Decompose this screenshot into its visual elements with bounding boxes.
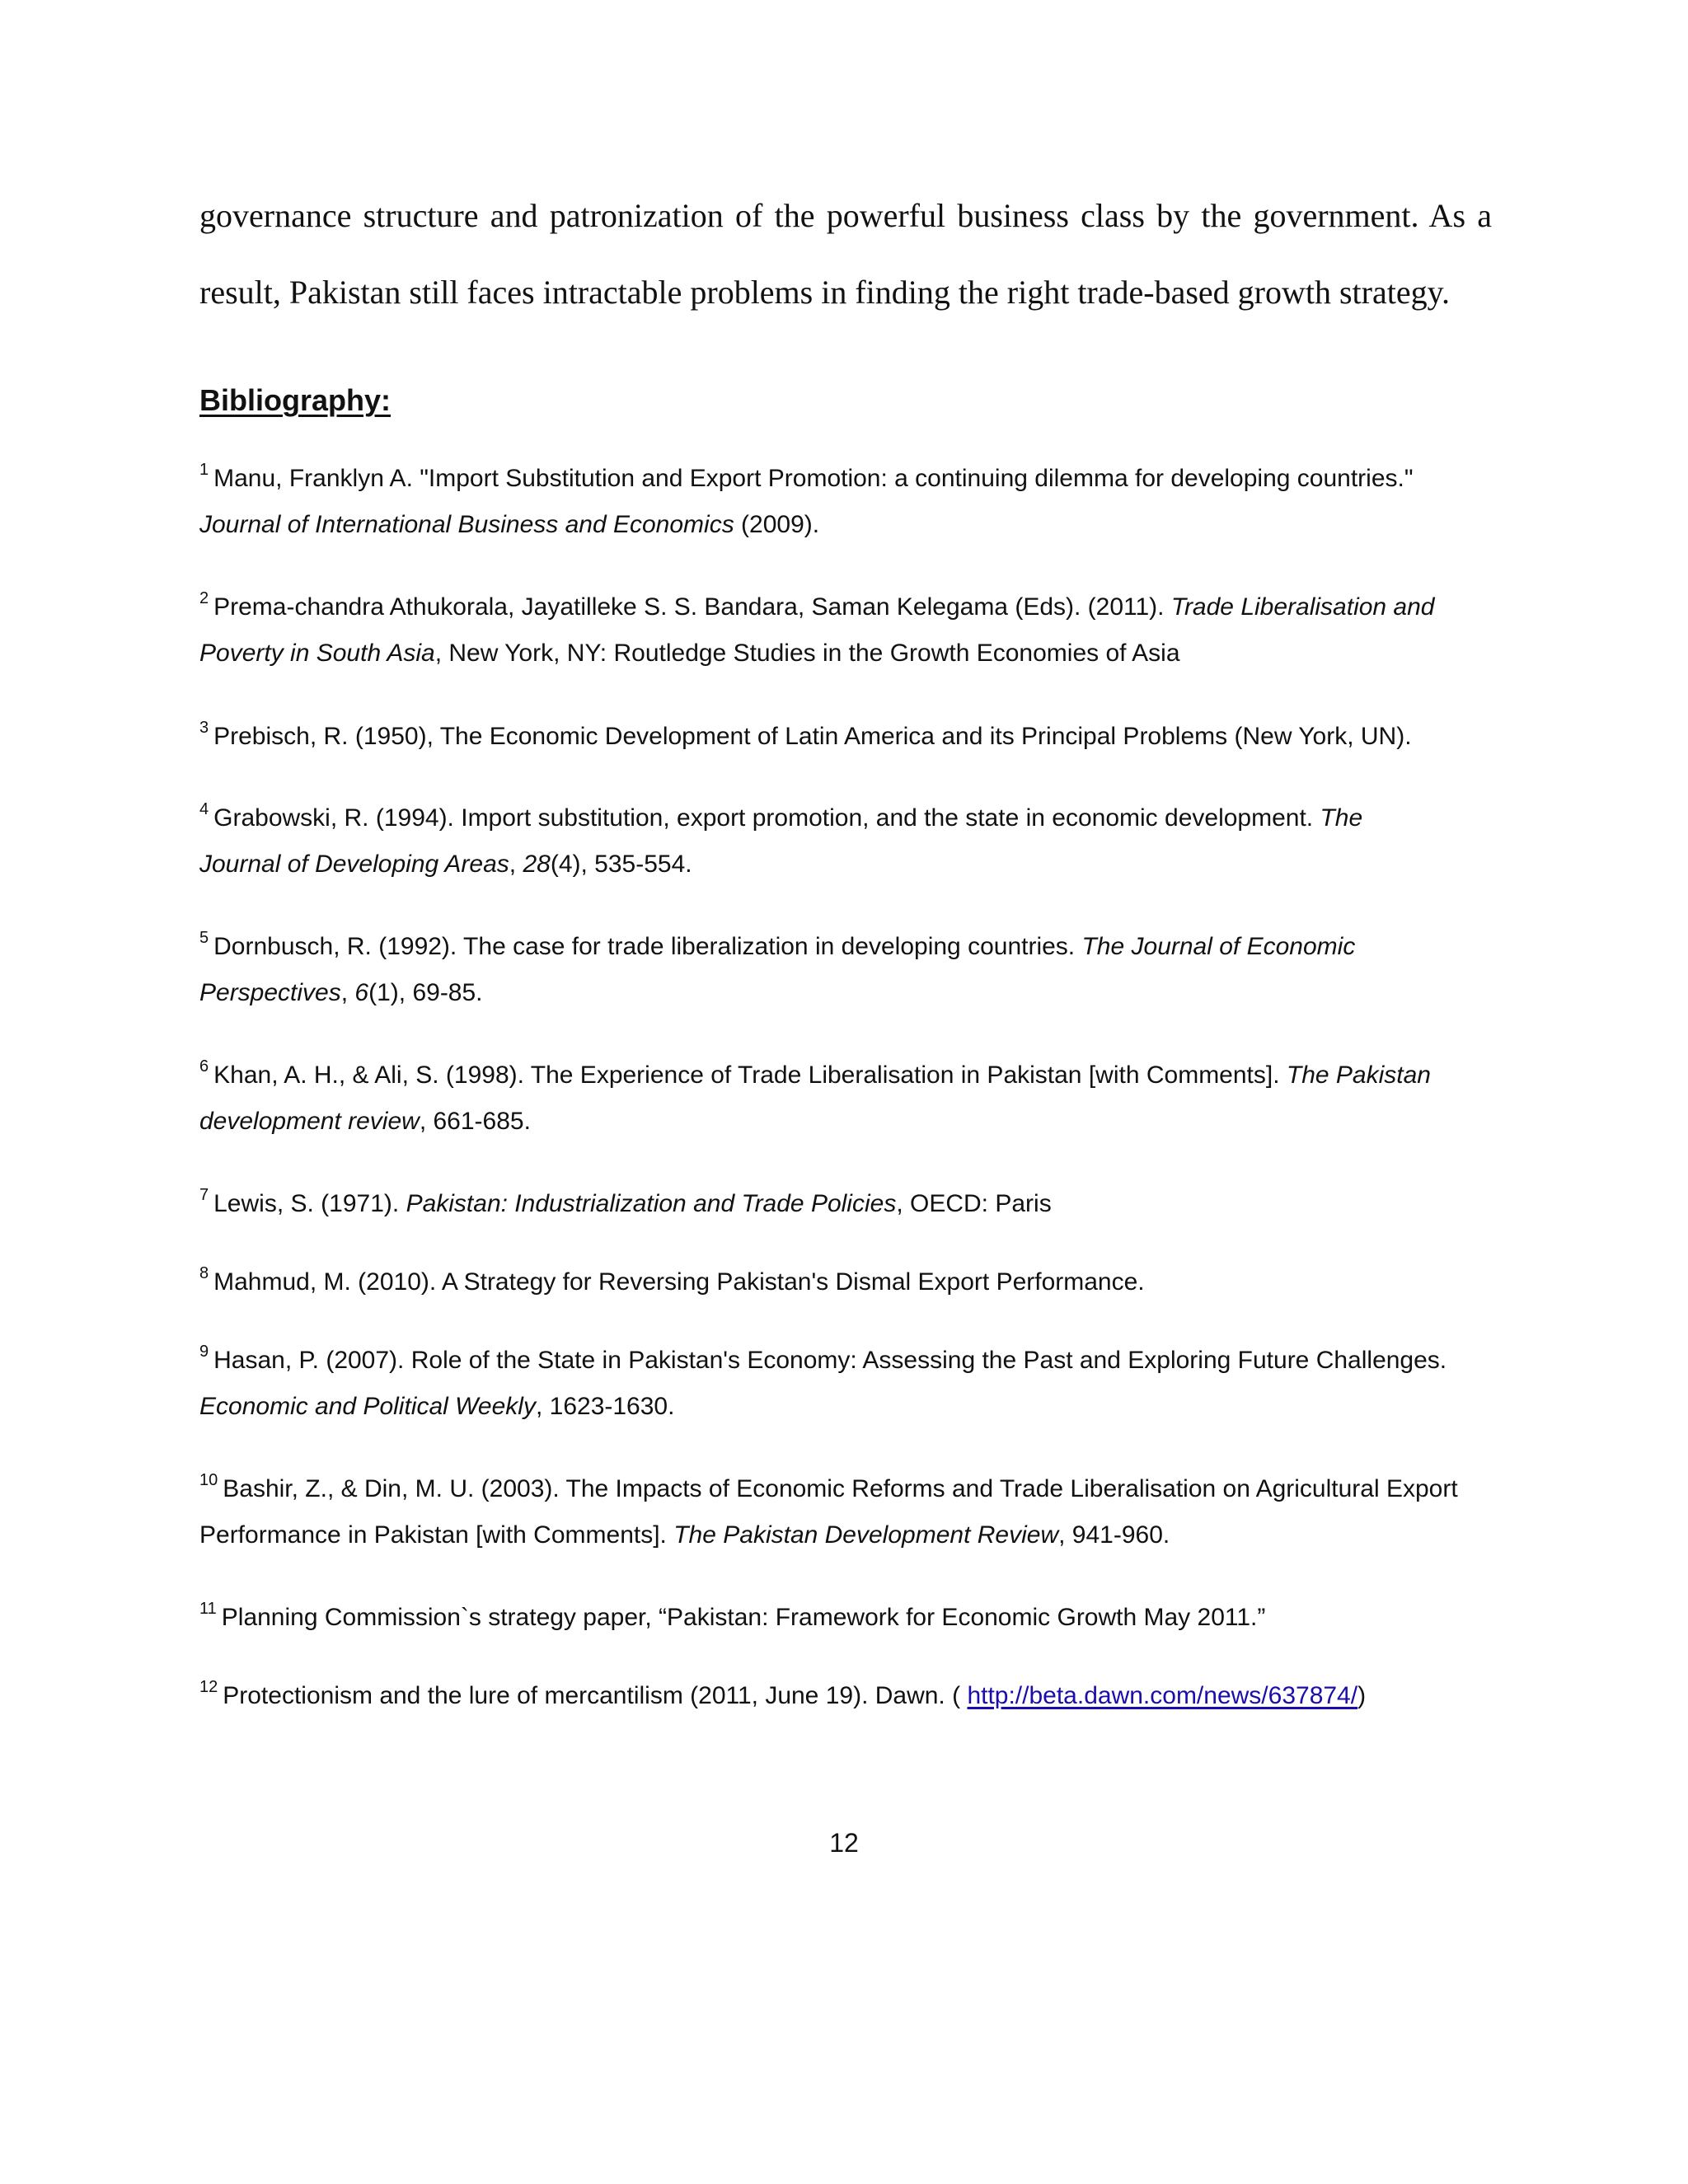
reference-text: (4), 535-554. — [550, 851, 692, 878]
reference-text: , 661-685. — [419, 1108, 531, 1135]
reference-number: 1 — [199, 461, 209, 479]
reference-text: , OECD: Paris — [896, 1190, 1052, 1217]
reference-12-line-1 — [199, 1679, 1366, 1708]
reference-number: 12 — [199, 1678, 218, 1696]
reference-text: Mahmud, M. (2010). A Strategy for Reversing Pakistan's Dismal Export Performance. — [213, 1268, 1145, 1296]
reference-text: (2009). — [734, 511, 820, 538]
reference-text: Dornbusch, R. (1992). The case for trade liberalization in developing countries. — [213, 933, 1082, 960]
reference-number: 2 — [199, 589, 209, 607]
reference-text: Manu, Franklyn A. "Import Substitution and Export Promotion: a continuing dilemma for developing countries." — [213, 465, 1414, 492]
reference-5-line-1 — [199, 930, 1355, 959]
book-title: Trade Liberalisation and — [1170, 593, 1435, 621]
journal-title: Economic and Political Weekly — [199, 1393, 536, 1420]
reference-text: ) — [1357, 1682, 1367, 1709]
reference-number: 9 — [199, 1343, 209, 1361]
reference-1-line-1 — [199, 462, 1414, 491]
book-title: Poverty in South Asia — [199, 640, 435, 667]
page-number: 12 — [829, 1828, 859, 1858]
reference-10-line-1 — [199, 1472, 1458, 1502]
reference-3-line-1 — [199, 719, 1412, 749]
reference-text: Grabowski, R. (1994). Import substitution, export promotion, and the state in economic development. — [213, 804, 1320, 832]
reference-7-line-1 — [199, 1187, 1052, 1216]
journal-title: The Pakistan Development Review — [673, 1521, 1059, 1549]
reference-text: Bashir, Z., & Din, M. U. (2003). The Impacts of Economic Reforms and Trade Liberalisation on Agricultural Export — [223, 1475, 1458, 1502]
journal-title: Journal of Developing Areas — [199, 851, 509, 878]
reference-text: , — [509, 851, 523, 878]
reference-number: 6 — [199, 1057, 209, 1076]
reference-text: , 1623-1630. — [535, 1393, 675, 1420]
reference-number: 4 — [199, 800, 209, 818]
journal-title: development review — [199, 1108, 420, 1135]
reference-text: Performance in Pakistan [with Comments]. — [199, 1521, 674, 1549]
reference-text: , — [340, 979, 355, 1006]
reference-number: 8 — [199, 1264, 209, 1282]
reference-number: 10 — [199, 1471, 218, 1489]
reference-1-line-2 — [199, 513, 819, 537]
paragraph-line-1: governance structure and patronization of the powerful business class by the government. As a — [199, 197, 1492, 234]
journal-title: The — [1320, 804, 1363, 832]
reference-number: 3 — [199, 719, 209, 737]
reference-10-line-2 — [199, 1523, 1170, 1548]
reference-9-line-1 — [199, 1343, 1447, 1373]
journal-title: Perspectives — [199, 979, 341, 1006]
reference-5-line-2 — [199, 981, 483, 1005]
reference-text: Prema-chandra Athukorala, Jayatilleke S. S. Bandara, Saman Kelegama (Eds). (2011). — [213, 593, 1171, 621]
book-title: Pakistan: Industrialization and Trade Policies — [406, 1190, 897, 1217]
reference-number: 7 — [199, 1186, 209, 1204]
reference-text: , New York, NY: Routledge Studies in the Growth Economies of Asia — [434, 640, 1180, 667]
journal-title: The Journal of Economic — [1081, 933, 1356, 960]
dawn-news-link[interactable]: http://beta.dawn.com/news/637874/ — [967, 1682, 1358, 1709]
reference-text: Hasan, P. (2007). Role of the State in Pakistan's Economy: Assessing the Past and Exploring Future Challenges. — [213, 1347, 1447, 1374]
reference-text: Protectionism and the lure of mercantilism (2011, June 19). Dawn. ( — [223, 1682, 968, 1709]
reference-4-line-1 — [199, 801, 1362, 831]
reference-11-line-1 — [199, 1601, 1265, 1630]
reference-text: Lewis, S. (1971). — [213, 1190, 406, 1217]
reference-text: (1), 69-85. — [368, 979, 483, 1006]
volume-number: 6 — [354, 979, 369, 1006]
reference-number: 11 — [199, 1600, 217, 1618]
reference-text: Khan, A. H., & Ali, S. (1998). The Experience of Trade Liberalisation in Pakistan [with Comments]. — [213, 1062, 1287, 1089]
paragraph-line-2: result, Pakistan still faces intractable problems in finding the right trade-based growth strategy. — [199, 274, 1450, 311]
reference-8-line-1 — [199, 1265, 1145, 1295]
reference-2-line-1 — [199, 590, 1435, 620]
reference-9-line-2 — [199, 1394, 674, 1419]
journal-title: The Pakistan — [1286, 1062, 1431, 1089]
bibliography-heading: Bibliography: — [199, 383, 391, 417]
reference-6-line-2 — [199, 1109, 531, 1134]
reference-text: Planning Commission`s strategy paper, “Pakistan: Framework for Economic Growth May 2011.” — [221, 1604, 1266, 1631]
journal-title: Journal of International Business and Economics — [199, 511, 734, 538]
reference-number: 5 — [199, 929, 209, 947]
reference-text: , 941-960. — [1058, 1521, 1170, 1549]
reference-4-line-2 — [199, 852, 692, 877]
reference-6-line-1 — [199, 1058, 1431, 1088]
volume-number: 28 — [523, 851, 551, 878]
reference-text: Prebisch, R. (1950), The Economic Development of Latin America and its Principal Problems (New York, UN). — [213, 723, 1412, 750]
reference-2-line-2 — [199, 641, 1180, 666]
